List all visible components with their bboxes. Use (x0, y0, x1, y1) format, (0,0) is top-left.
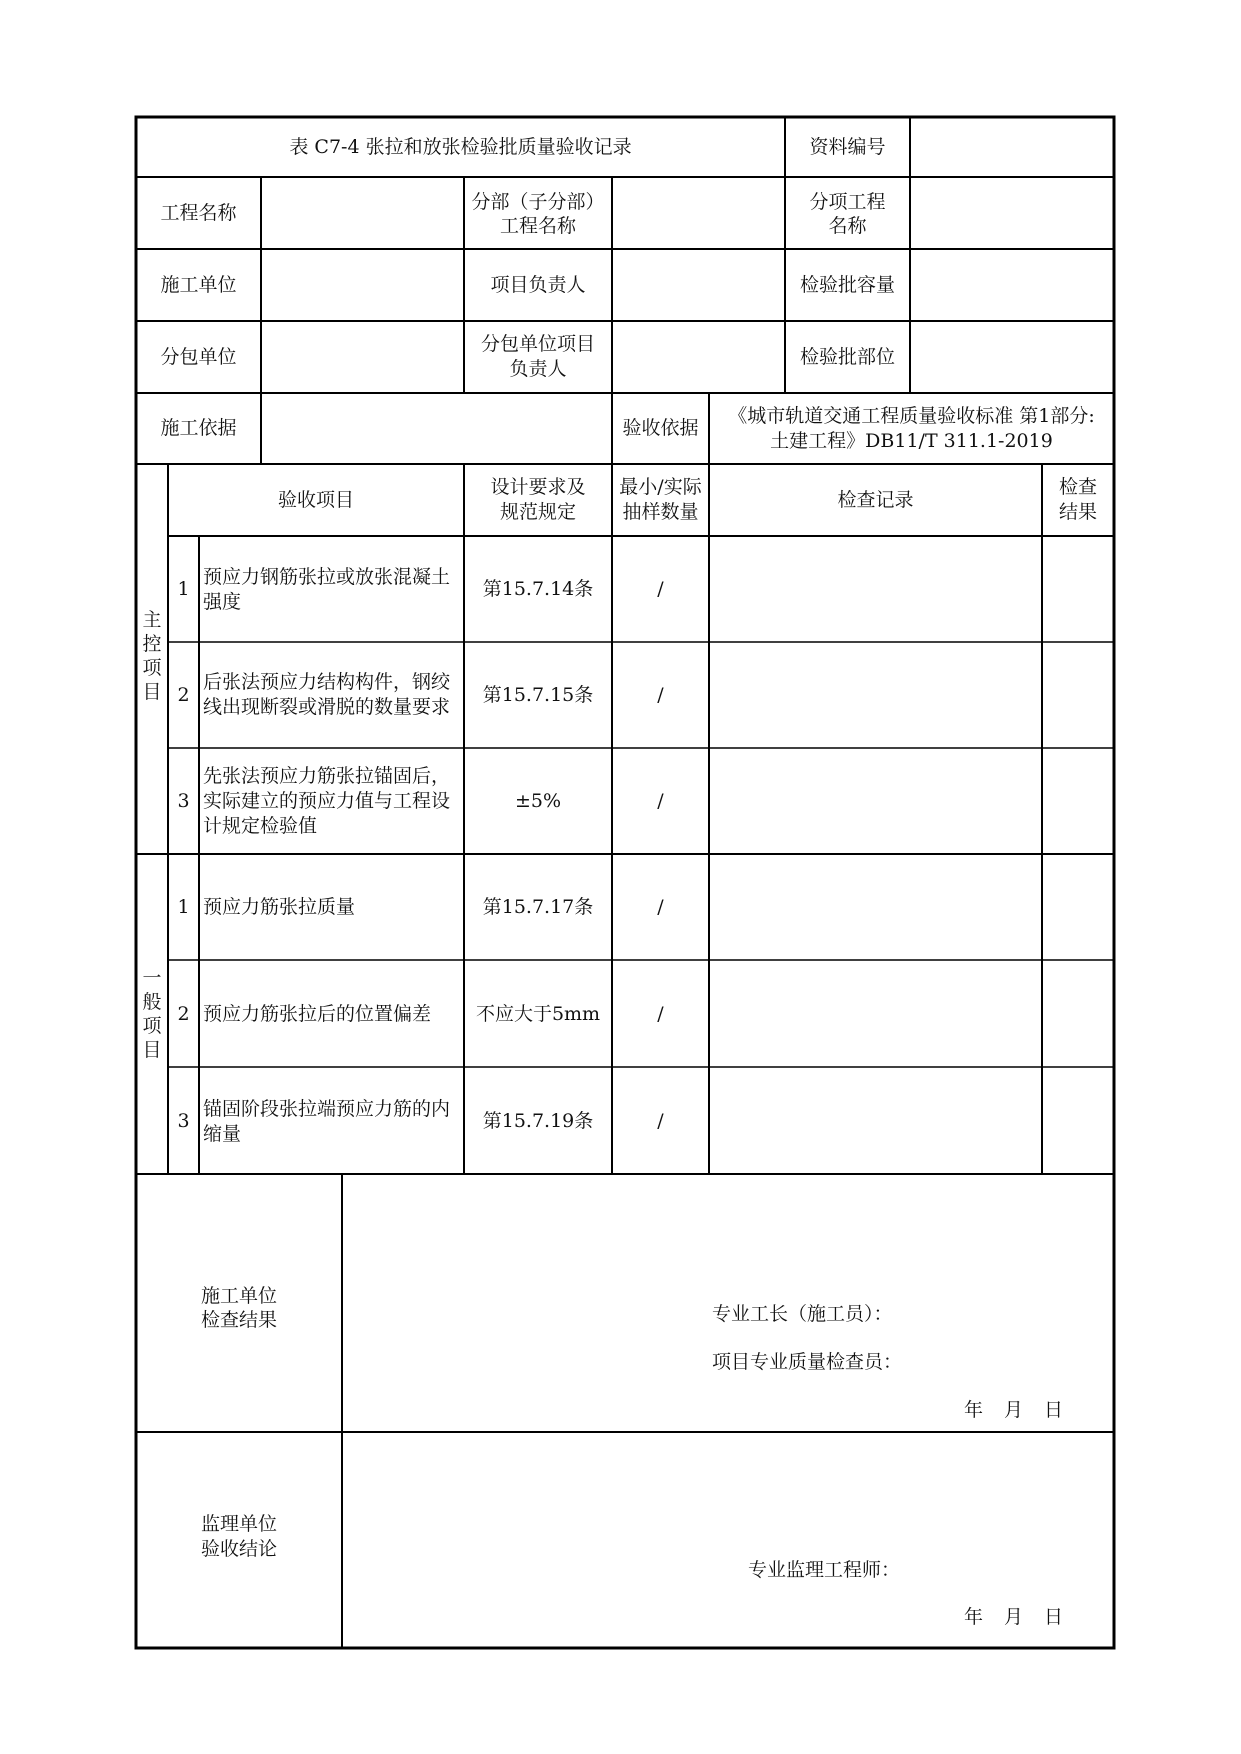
project-lead-label: 项目负责人 (490, 274, 586, 296)
general-group-label: 一般项目 (142, 967, 162, 1061)
contractor-check-label-line2: 检查结果 (200, 1309, 277, 1331)
general-row-1-sample[interactable]: / (657, 896, 664, 918)
main-row-2-desc-line2: 线出现断裂或滑脱的数量要求 (203, 696, 451, 718)
main-row-1-desc-line2: 强度 (203, 591, 242, 613)
main-row-2-desc-line1: 后张法预应力结构构件，钢绞 (203, 671, 451, 693)
sub-lead-label-line1: 分包单位项目 (480, 333, 595, 355)
general-row-3-desc-line2: 缩量 (203, 1123, 242, 1145)
column-header-result-line2: 结果 (1058, 501, 1097, 523)
subdivision-label-line1: 分部（子分部） (471, 191, 605, 213)
general-row-1-number: 1 (177, 896, 190, 918)
general-row-3-spec: 第15.7.19条 (482, 1110, 594, 1132)
contractor-check-label-line1: 施工单位 (200, 1285, 277, 1307)
general-row-3-desc-line1: 锚固阶段张拉端预应力筋的内 (203, 1098, 451, 1120)
construction-basis-label: 施工依据 (160, 417, 237, 439)
column-header-sample-line1: 最小/实际 (619, 476, 702, 498)
form-title: 表 C7-4 张拉和放张检验批质量验收记录 (289, 136, 632, 158)
main-row-3-number: 3 (177, 790, 190, 812)
main-row-2-spec: 第15.7.15条 (482, 684, 594, 706)
general-row-1-desc: 预应力筋张拉质量 (203, 896, 356, 918)
sub-lead-label-line2: 负责人 (509, 358, 567, 380)
column-header-design-line2: 规范规定 (499, 501, 576, 523)
general-row-2-desc: 预应力筋张拉后的位置偏差 (203, 1003, 432, 1025)
general-row-3-number: 3 (177, 1110, 190, 1132)
main-row-3-desc-line3: 计规定检验值 (203, 815, 318, 837)
general-row-3-sample[interactable]: / (657, 1110, 664, 1132)
main-row-1-number: 1 (177, 578, 190, 600)
batch-location-label: 检验批部位 (799, 346, 895, 368)
supervisor-date-day: 日 (1044, 1606, 1064, 1628)
general-row-2-sample[interactable]: / (657, 1003, 664, 1025)
general-row-2-spec: 不应大于5mm (475, 1003, 601, 1025)
column-header-design-line1: 设计要求及 (490, 476, 586, 498)
column-header-result-line1: 检查 (1058, 476, 1097, 498)
contractor-date-month: 月 (1004, 1399, 1024, 1421)
contractor-date-day: 日 (1044, 1399, 1064, 1421)
general-row-2-number: 2 (177, 1003, 190, 1025)
main-row-1-spec: 第15.7.14条 (482, 578, 594, 600)
subitem-label-line1: 分项工程 (809, 191, 886, 213)
supervisor-date-month: 月 (1004, 1606, 1024, 1628)
supervisor-check-label-line2: 验收结论 (200, 1538, 277, 1560)
supervisor-date-year: 年 (964, 1606, 984, 1628)
foreman-signature-label: 专业工长（施工员）： (712, 1303, 893, 1325)
main-row-3-sample[interactable]: / (657, 790, 664, 812)
column-header-sample-line2: 抽样数量 (622, 501, 699, 523)
subitem-label-line2: 名称 (828, 215, 867, 237)
subdivision-label-line2: 工程名称 (499, 215, 576, 237)
main-row-1-desc-line1: 预应力钢筋张拉或放张混凝土 (203, 566, 451, 588)
main-row-3-desc-line1: 先张法预应力筋张拉锚固后， (203, 765, 451, 787)
main-row-3-spec: ±5% (514, 790, 562, 812)
acceptance-basis-line1: 《城市轨道交通工程质量验收标准 第1部分: (728, 405, 1095, 427)
general-row-1-spec: 第15.7.17条 (482, 896, 594, 918)
quality-inspector-signature-label: 项目专业质量检查员： (712, 1351, 903, 1373)
main-row-2-sample[interactable]: / (657, 684, 664, 706)
main-row-1-sample[interactable]: / (657, 578, 664, 600)
contractor-label: 施工单位 (160, 274, 237, 296)
column-header-item: 验收项目 (277, 489, 354, 511)
subcontractor-label: 分包单位 (160, 346, 237, 368)
acceptance-basis-line2: 土建工程》DB11/T 311.1-2019 (770, 430, 1053, 452)
supervisor-check-label-line1: 监理单位 (200, 1513, 277, 1535)
acceptance-basis-label: 验收依据 (622, 417, 699, 439)
supervisor-engineer-signature-label: 专业监理工程师： (748, 1559, 901, 1581)
batch-capacity-label: 检验批容量 (799, 274, 895, 296)
main-row-3-desc-line2: 实际建立的预应力值与工程设 (203, 790, 451, 812)
contractor-date-year: 年 (964, 1399, 984, 1421)
main-row-2-number: 2 (177, 684, 190, 706)
main-control-group-label: 主控项目 (142, 609, 162, 703)
doc-number-label: 资料编号 (809, 136, 886, 158)
column-header-record: 检查记录 (837, 489, 914, 511)
project-name-label: 工程名称 (160, 202, 237, 224)
